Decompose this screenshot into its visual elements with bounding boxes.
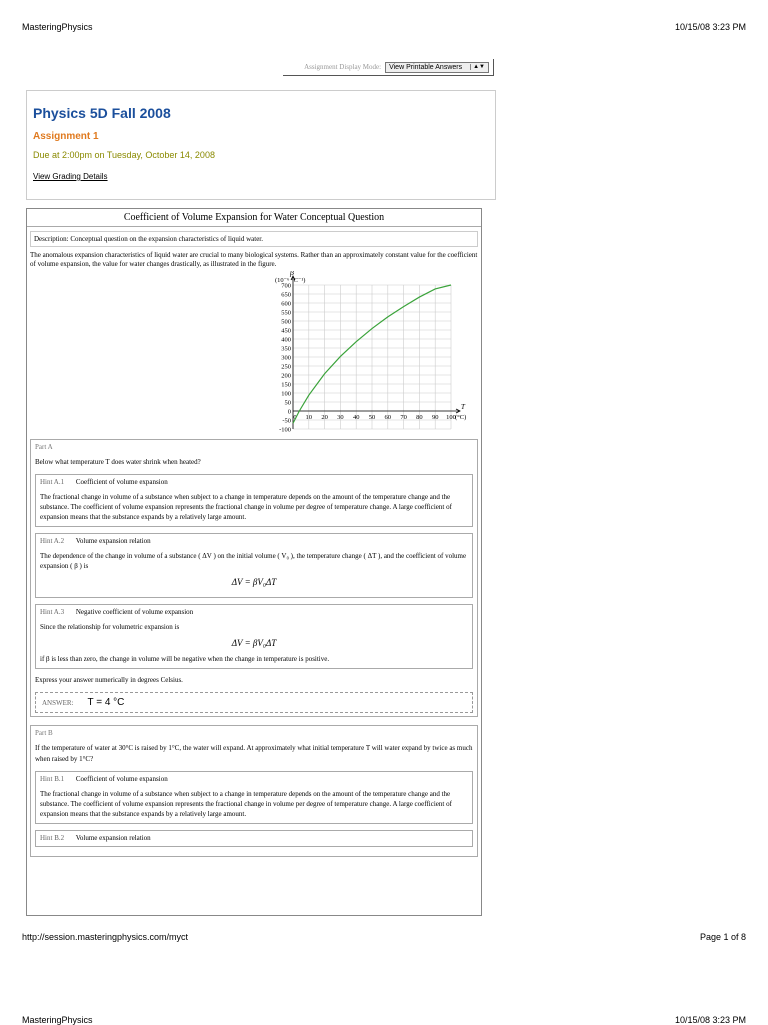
x-tick-label: 70 bbox=[400, 414, 407, 421]
x-tick-label: 0 bbox=[293, 414, 297, 421]
problem-title: Coefficient of Volume Expansion for Water Conceptual Question bbox=[27, 209, 481, 227]
hint-b1-body: The fractional change in volume of a substance when subject to a change in temperature depends on the amount of the temperature change and the substance. The coefficient of volume expansion represents the fractional change in volume per degree of temperature change. A large coefficient of expansion means that the substance expands by a relatively large amount. bbox=[40, 790, 452, 818]
part-b-label: Part B bbox=[35, 729, 53, 737]
assignment-title: Assignment 1 bbox=[33, 131, 99, 142]
print-header bbox=[22, 22, 746, 32]
y-tick-label: 550 bbox=[281, 309, 291, 317]
y-tick-label: 450 bbox=[281, 327, 291, 335]
part-a-question: Below what temperature T does water shrink when heated? bbox=[35, 458, 201, 466]
hint-b1-title: Coefficient of volume expansion bbox=[75, 775, 168, 783]
display-mode-value: View Printable Answers bbox=[389, 63, 463, 71]
hint-a2-id: Hint A.2 bbox=[40, 537, 65, 545]
display-mode-label: Assignment Display Mode: bbox=[304, 63, 382, 71]
y-tick-label: 600 bbox=[281, 300, 291, 308]
x-axis-symbol: T bbox=[461, 403, 465, 411]
x-tick-label: 80 bbox=[416, 414, 423, 421]
y-tick-label: 50 bbox=[284, 399, 291, 407]
y-tick-label: -50 bbox=[282, 417, 291, 425]
y-tick-label: 350 bbox=[281, 345, 291, 353]
y-axis-symbol: β bbox=[290, 271, 294, 277]
y-tick-label: 150 bbox=[281, 381, 291, 389]
part-a bbox=[30, 439, 478, 717]
view-grading-details-link[interactable]: View Grading Details bbox=[33, 172, 108, 181]
part-a-label: Part A bbox=[35, 443, 53, 451]
print-footer-url: http://session.masteringphysics.com/myct bbox=[22, 932, 189, 942]
problem-description: Description: Conceptual question on the expansion characteristics of liquid water. bbox=[30, 231, 478, 247]
chart-container bbox=[27, 271, 481, 439]
y-tick-label: 0 bbox=[287, 408, 291, 416]
answer-label: ANSWER: bbox=[42, 698, 74, 707]
beta-vs-temperature-chart bbox=[27, 271, 481, 439]
select-arrows-icon: ▲▼ bbox=[470, 64, 485, 70]
y-tick-label: 100 bbox=[281, 390, 291, 398]
y-tick-label: 300 bbox=[281, 354, 291, 362]
part-a-express: Express your answer numerically in degrees Celsius. bbox=[35, 676, 183, 684]
y-axis-unit: (10⁻⁶ °C⁻¹) bbox=[275, 277, 306, 284]
hint-a3-equation: ΔV = βV₀ΔT bbox=[231, 638, 277, 648]
x-axis-unit: (°C) bbox=[455, 414, 467, 421]
problem-panel bbox=[26, 208, 482, 916]
x-tick-label: 30 bbox=[337, 414, 344, 421]
answer-value: T = 4 °C bbox=[87, 697, 125, 708]
display-mode-select[interactable] bbox=[385, 62, 489, 73]
part-a-answer-box bbox=[35, 692, 473, 713]
next-page-header-title: MasteringPhysics bbox=[22, 1015, 93, 1025]
x-tick-label: 20 bbox=[321, 414, 328, 421]
display-mode-bar bbox=[283, 59, 494, 76]
x-tick-label: 50 bbox=[368, 414, 376, 421]
x-tick-label: 90 bbox=[431, 414, 439, 421]
x-tick-label: 40 bbox=[352, 414, 360, 421]
hint-a1-title: Coefficient of volume expansion bbox=[75, 478, 168, 486]
due-date: Due at 2:00pm on Tuesday, October 14, 2008 bbox=[33, 150, 215, 160]
hint-a3-body: Since the relationship for volumetric expansion is bbox=[40, 623, 180, 631]
y-tick-label: 250 bbox=[281, 363, 291, 371]
hint-a1[interactable] bbox=[35, 474, 473, 527]
x-tick-label: 100 bbox=[446, 414, 456, 421]
print-footer-page: Page 1 of 8 bbox=[699, 932, 746, 942]
y-tick-label: 200 bbox=[281, 372, 291, 380]
print-footer bbox=[22, 932, 746, 942]
part-b-question: If the temperature of water at 30°C is raised by 1°C, the water will expand. At approximately what initial temperature T will water expand by twice as much when raised by 1°C? bbox=[35, 744, 473, 763]
hint-a2-equation: ΔV = βV₀ΔT bbox=[231, 577, 277, 587]
x-tick-label: 60 bbox=[384, 414, 392, 421]
hint-b1-id: Hint B.1 bbox=[40, 775, 65, 783]
hint-b2[interactable] bbox=[35, 830, 473, 847]
hint-a2[interactable] bbox=[35, 533, 473, 598]
hint-a2-title: Volume expansion relation bbox=[75, 537, 151, 545]
hint-b2-id: Hint B.2 bbox=[40, 834, 65, 842]
hint-a2-body: The dependence of the change in volume of a substance ( ΔV ) on the initial volume ( V₀ ), the temperature change ( ΔT ), and the coefficient of volume expansion ( β ) is bbox=[40, 552, 467, 570]
print-header-title: MasteringPhysics bbox=[22, 22, 93, 32]
y-tick-label: 700 bbox=[281, 282, 291, 290]
next-page-header-date: 10/15/08 3:23 PM bbox=[674, 1015, 746, 1025]
course-panel bbox=[26, 90, 496, 200]
y-tick-label: 400 bbox=[281, 336, 291, 344]
part-b bbox=[30, 725, 478, 857]
y-tick-label: 650 bbox=[281, 291, 291, 299]
x-tick-label: 10 bbox=[305, 414, 313, 421]
course-title: Physics 5D Fall 2008 bbox=[33, 105, 171, 121]
problem-intro: The anomalous expansion characteristics of liquid water are crucial to many biological systems. Rather than an approximately constant value for the coefficient of volume expansion, the value for water changes drastically, as illustrated in the figure. bbox=[30, 251, 478, 268]
hint-b2-title: Volume expansion relation bbox=[75, 834, 151, 842]
hint-a3[interactable] bbox=[35, 604, 473, 669]
hint-a3-after: if β is less than zero, the change in volume will be negative when the change in temperature is positive. bbox=[40, 655, 330, 663]
hint-b1[interactable] bbox=[35, 771, 473, 824]
hint-a3-id: Hint A.3 bbox=[40, 608, 65, 616]
hint-a1-id: Hint A.1 bbox=[40, 478, 65, 486]
hint-a3-title: Negative coefficient of volume expansion bbox=[75, 608, 194, 616]
y-tick-label: 500 bbox=[281, 318, 291, 326]
hint-a1-body: The fractional change in volume of a substance when subject to a change in temperature depends on the amount of the temperature change and the substance. The coefficient of volume expansion represents the fractional change in volume per degree of temperature change. A large coefficient of expansion means that the substance expands by a relatively large amount. bbox=[40, 493, 452, 521]
y-tick-label: -100 bbox=[279, 426, 291, 434]
print-header-date: 10/15/08 3:23 PM bbox=[674, 22, 746, 32]
